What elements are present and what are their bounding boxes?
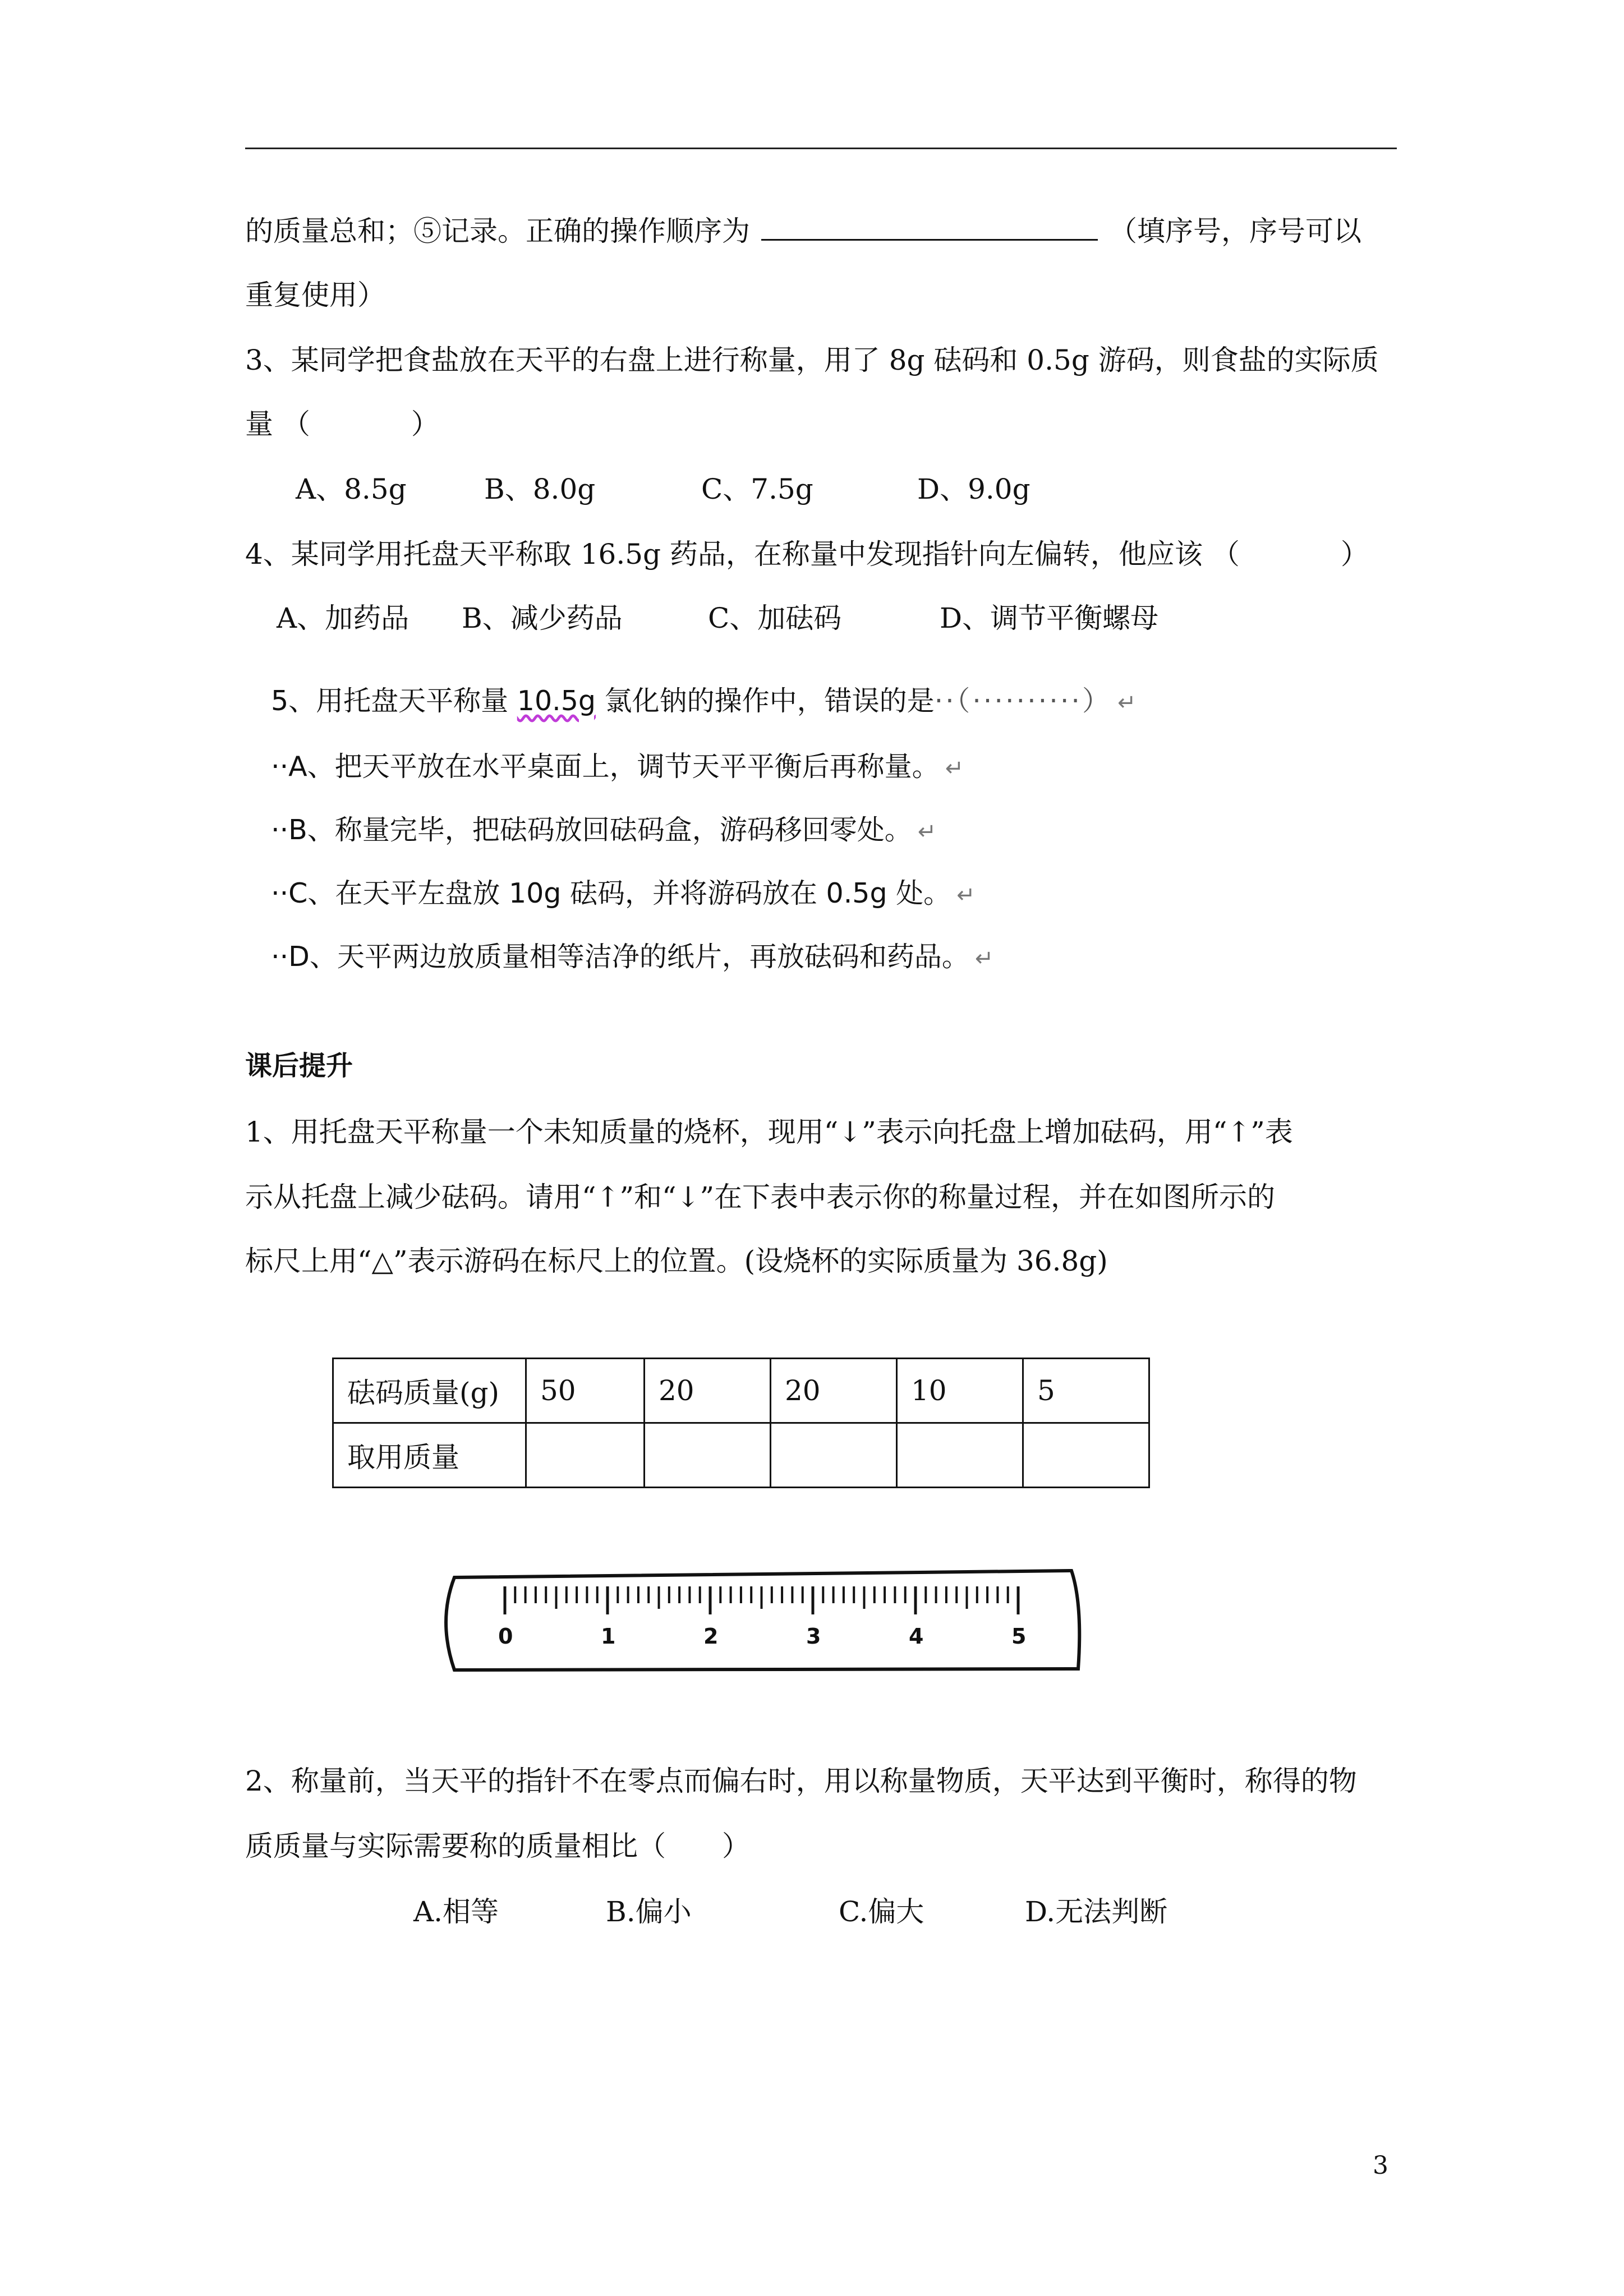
return-mark-icon: ↵	[917, 819, 937, 845]
table-header-cell: 砝码质量(g)	[333, 1359, 526, 1423]
q5-option-d	[271, 940, 993, 976]
answer-cell[interactable]	[771, 1423, 897, 1488]
q5-stem-mass: 10.5g	[517, 685, 596, 717]
table-cell: 20	[771, 1359, 897, 1423]
q4-paren-close: ）	[1340, 538, 1369, 570]
p2-option-a: A.相等	[413, 1895, 499, 1928]
q3-stem-line-1: 3、某同学把食盐放在天平的右盘上进行称量，用了 8g 砝码和 0.5g 游码，则食盐的实际质	[245, 344, 1379, 376]
answer-cell[interactable]	[526, 1423, 645, 1488]
continuation-line-1	[245, 214, 1361, 248]
p2-option-b: B.偏小	[606, 1895, 692, 1928]
p2-option-d: D.无法判断	[1025, 1895, 1168, 1928]
table-row	[333, 1359, 1149, 1423]
page-number: 3	[1373, 2151, 1388, 2180]
p1-line-2: 示从托盘上减少砝码。请用“↑”和“↓”在下表中表示你的称量过程，并在如图所示的	[245, 1181, 1276, 1213]
q5-option-c-text: ··C、在天平左盘放 10g 砝码，并将游码放在 0.5g 处。	[271, 877, 951, 909]
p2-line-2: 质质量与实际需要称的质量相比（ ）	[245, 1830, 750, 1862]
q3-option-c: C、7.5g	[701, 473, 813, 505]
table-cell: 20	[645, 1359, 771, 1423]
table-cell: 5	[1023, 1359, 1149, 1423]
q3-paren-close: ）	[411, 408, 439, 440]
q3-paren-open: 量 （	[245, 408, 310, 440]
q4-stem	[245, 537, 1369, 571]
p2-line-1: 2、称量前，当天平的指针不在零点而偏右时，用以称量物质，天平达到平衡时，称得的物	[245, 1765, 1357, 1797]
section-title: 课后提升	[245, 1050, 353, 1082]
ruler-label: 3	[806, 1624, 821, 1649]
answer-cell[interactable]	[1023, 1423, 1149, 1488]
return-mark-icon: ↵	[1117, 690, 1137, 716]
table-cell: 50	[526, 1359, 645, 1423]
ruler-label: 2	[703, 1624, 719, 1649]
q4-option-a: A、加药品	[277, 602, 410, 634]
header-rule	[245, 148, 1397, 149]
q4-option-b: B、减少药品	[462, 602, 623, 634]
table-row	[333, 1423, 1149, 1488]
p1-line-3: 标尺上用“△”表示游码在标尺上的位置。(设烧杯的实际质量为 36.8g)	[245, 1245, 1108, 1277]
p1-line-1: 1、用托盘天平称量一个未知质量的烧杯，现用“↓”表示向托盘上增加砝码，用“↑”表	[245, 1116, 1293, 1148]
p2-option-c: C.偏大	[839, 1895, 924, 1928]
q5-option-d-text: ··D、天平两边放质量相等洁净的纸片，再放砝码和药品。	[271, 941, 969, 973]
weights-table	[332, 1358, 1150, 1488]
q5-answer-parens[interactable]: ··（··········）	[934, 685, 1112, 717]
q5-option-c	[271, 877, 976, 912]
ruler-labels	[498, 1624, 1026, 1649]
table-cell: 10	[897, 1359, 1023, 1423]
q5-option-b	[271, 813, 936, 849]
table-row-label: 取用质量	[333, 1423, 526, 1488]
answer-cell[interactable]	[645, 1423, 771, 1488]
q5-stem-pre: 5、用托盘天平称量	[271, 685, 509, 717]
return-mark-icon: ↵	[945, 756, 964, 781]
ruler-ticks	[505, 1586, 1018, 1614]
q4-option-c: C、加砝码	[708, 602, 842, 634]
q5-option-b-text: ··B、称量完毕，把砝码放回砝码盒，游码移回零处。	[271, 814, 912, 846]
q4-stem-text: 4、某同学用托盘天平称取 16.5g 药品，在称量中发现指针向左偏转，他应该 （	[245, 538, 1240, 570]
continuation-text: 的质量总和；⑤记录。正确的操作顺序为	[245, 215, 750, 247]
answer-cell[interactable]	[897, 1423, 1023, 1488]
ruler-label: 5	[1011, 1624, 1027, 1649]
ruler-outline	[446, 1571, 1079, 1670]
ruler-label: 4	[909, 1624, 924, 1649]
q3-option-b: B、8.0g	[484, 473, 596, 505]
q5-stem-post: 氯化钠的操作中，错误的是	[604, 685, 935, 717]
q3-option-a: A、8.5g	[296, 473, 407, 505]
return-mark-icon: ↵	[974, 946, 994, 972]
q3-stem-line-2	[245, 407, 439, 441]
continuation-text-after: （填序号，序号可以	[1109, 215, 1361, 247]
q5-option-a-text: ··A、把天平放在水平桌面上，调节天平平衡后再称量。	[271, 751, 940, 783]
q5-stem	[271, 684, 1137, 720]
continuation-line-2: 重复使用）	[245, 279, 385, 311]
answer-blank[interactable]	[761, 214, 1098, 241]
q5-option-a	[271, 750, 964, 785]
ruler-figure	[432, 1559, 1094, 1683]
ruler-label: 1	[601, 1624, 616, 1649]
q3-option-d: D、9.0g	[917, 473, 1030, 505]
ruler-label: 0	[498, 1624, 513, 1649]
return-mark-icon: ↵	[956, 882, 976, 908]
q4-option-d: D、调节平衡螺母	[940, 602, 1159, 634]
